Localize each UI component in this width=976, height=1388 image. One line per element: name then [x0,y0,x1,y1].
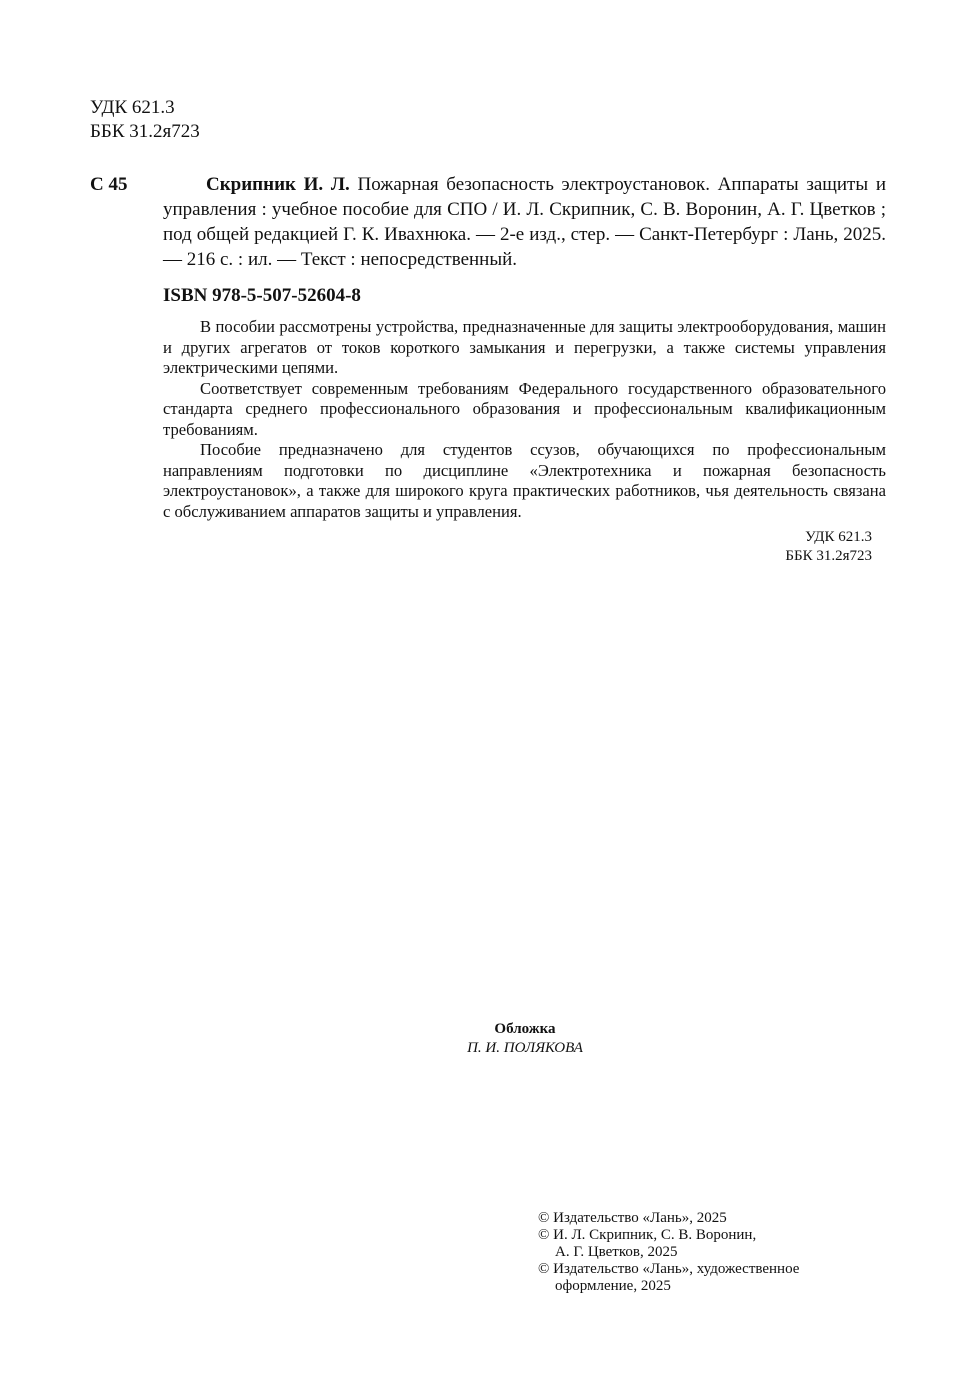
classification-block-top [90,96,200,144]
author-sign: С 45 [90,174,128,195]
udk-code-repeat: УДК 621.3 [805,529,872,545]
annotation-paragraph: Соответствует современным требованиям Федерального государственного образовательного стандарта среднего профессионального образования и профессиональным квалификационным требованиям. [163,378,886,439]
bibliographic-description: Пожарная безопасность электроустановок. Аппараты защиты и управления : учебное пособие для СПО / И. Л. Скрипник, С. В. Воронин, А. Г. Цветков ; под общей редакцией Г. К. Ивахнюка. — 2-е изд., стер. — Санкт-Петербург : Лань, 2025. — 216 с. : ил. — Текст : непосредственный. [163,174,886,270]
author-name: Скрипник И. Л. [206,174,350,195]
copyright-publisher: © Издательство «Лань», 2025 [538,1210,727,1226]
copyright-block [538,1210,799,1295]
bbk-code-repeat: ББК 31.2я723 [785,548,872,564]
copyright-authors: © И. Л. Скрипник, С. В. Воронин, [538,1227,757,1243]
copyright-design-cont: оформление, 2025 [555,1278,671,1294]
cover-artist: П. И. ПОЛЯКОВА [467,1040,583,1056]
bibliographic-entry [163,172,886,272]
isbn: ISBN 978-5-507-52604-8 [163,285,361,306]
cover-credit [420,1020,630,1058]
annotation [163,317,886,522]
copyright-authors-cont: А. Г. Цветков, 2025 [555,1244,678,1260]
udk-code: УДК 621.3 [90,97,175,118]
classification-block-bottom [785,528,872,566]
annotation-paragraph: В пособии рассмотрены устройства, предназначенные для защиты электрооборудования, машин и других агрегатов от токов короткого замыкания и перегрузки, а также системы управления электрическими цепями. [163,317,886,377]
cover-label: Обложка [494,1021,556,1037]
annotation-paragraph: Пособие предназначено для студентов ссузов, обучающихся по профессиональным направлениям подготовки по дисциплине «Электротехника и пожарная безопасность электроустановок», а также для широкого круга практических работников, чья деятельность связана с обслуживанием аппаратов защиты и управления. [163,440,886,521]
copyright-design: © Издательство «Лань», художественное [538,1261,800,1277]
bbk-code: ББК 31.2я723 [90,121,200,142]
